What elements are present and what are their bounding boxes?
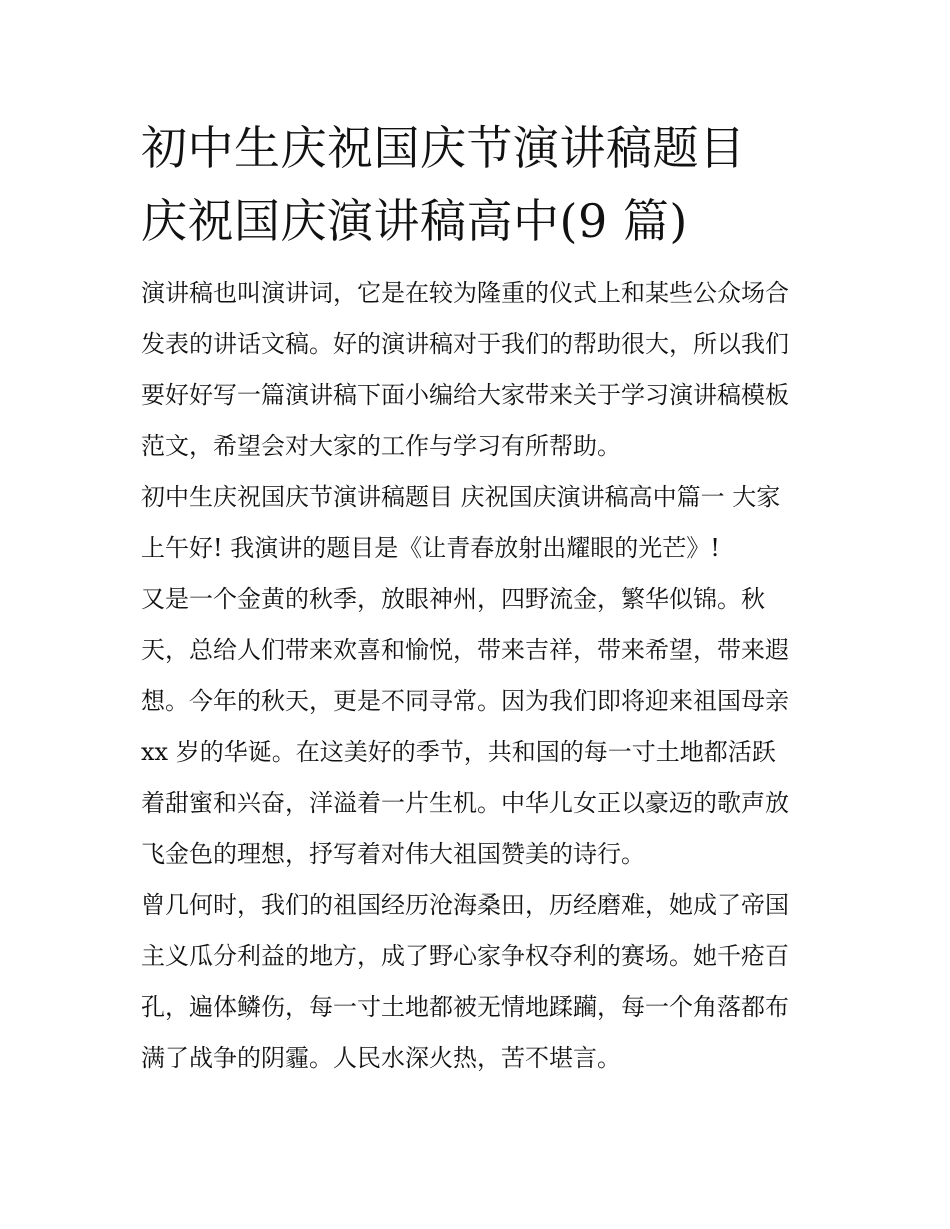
title-line: 庆祝国庆演讲稿高中(9 篇) [141, 194, 688, 248]
text-line: 孔，遍体鳞伤，每一寸土地都被无情地蹂躏，每一个角落都布 [141, 993, 789, 1021]
text-line: 范文，希望会对大家的工作与学习有所帮助。 [141, 432, 621, 460]
body-text [141, 268, 813, 1084]
text-line: 主义瓜分利益的地方，成了野心家争权夺利的赛场。她千疮百 [141, 942, 789, 970]
text-line: 曾几何时，我们的祖国经历沧海桑田，历经磨难，她成了帝国 [141, 891, 789, 919]
text-line: 满了战争的阴霾。人民水深火热，苦不堪言。 [141, 1044, 621, 1072]
text-line: 飞金色的理想，抒写着对伟大祖国赞美的诗行。 [141, 840, 645, 868]
paragraph-greeting [141, 472, 813, 574]
paragraph-history [141, 880, 813, 1084]
text-line: 上午好! 我演讲的题目是《让青春放射出耀眼的光芒》! [141, 534, 720, 562]
text-line: 想。今年的秋天，更是不同寻常。因为我们即将迎来祖国母亲 [141, 687, 789, 715]
text-line: 又是一个金黄的秋季，放眼神州，四野流金，繁华似锦。秋 [141, 585, 765, 613]
text-line: 演讲稿也叫演讲词，它是在较为隆重的仪式上和某些公众场合 [141, 279, 789, 307]
paragraph-intro [141, 268, 813, 472]
document-content [141, 112, 813, 1084]
text-line: 天，总给人们带来欢喜和愉悦，带来吉祥，带来希望，带来遐 [141, 636, 789, 664]
page-title [141, 112, 813, 258]
paragraph-autumn [141, 574, 813, 880]
text-line: 初中生庆祝国庆节演讲稿题目 庆祝国庆演讲稿高中篇一 大家 [141, 483, 781, 511]
text-line: 着甜蜜和兴奋，洋溢着一片生机。中华儿女正以豪迈的歌声放 [141, 789, 789, 817]
text-line: xx 岁的华诞。在这美好的季节，共和国的每一寸土地都活跃 [141, 738, 776, 766]
text-line: 发表的讲话文稿。好的演讲稿对于我们的帮助很大，所以我们 [141, 330, 789, 358]
text-line: 要好好写一篇演讲稿下面小编给大家带来关于学习演讲稿模板 [141, 381, 789, 409]
title-line: 初中生庆祝国庆节演讲稿题目 [141, 121, 746, 175]
